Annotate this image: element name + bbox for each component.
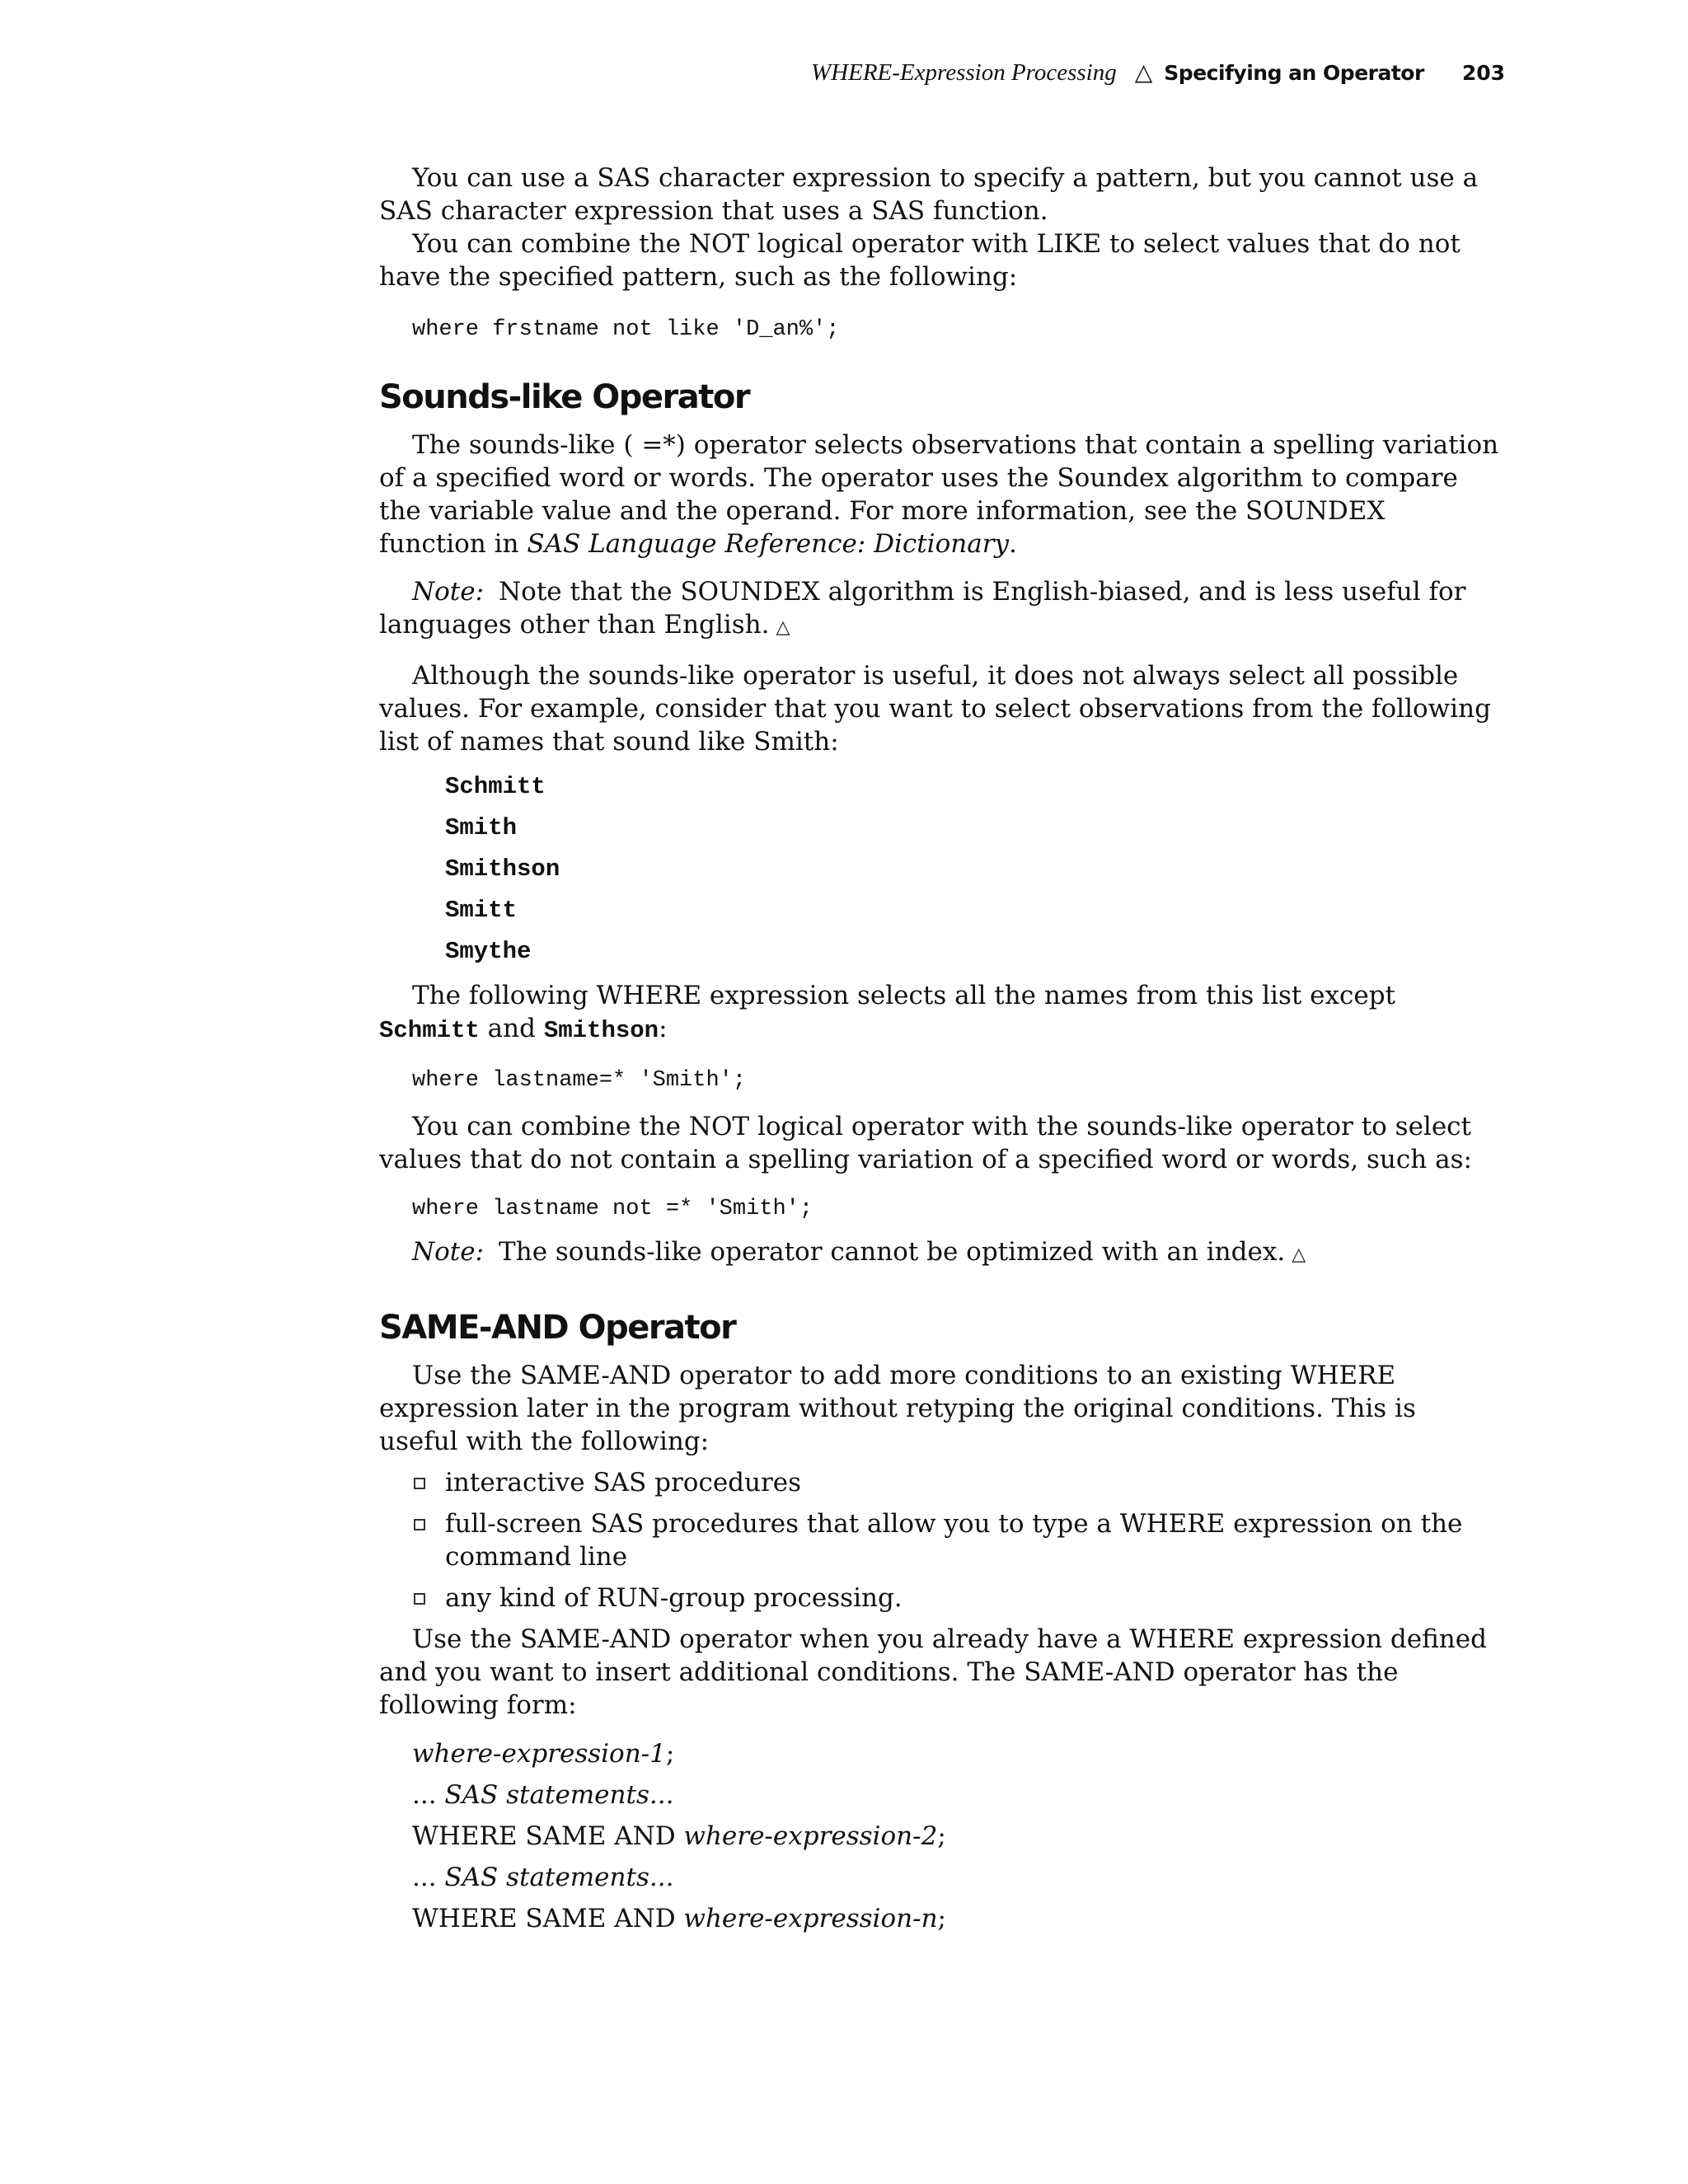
list-item-text: any kind of RUN-group processing. <box>445 1583 903 1613</box>
form-expression: where-expression-n <box>683 1904 938 1933</box>
inline-name-smithson: Smithson <box>543 1017 659 1044</box>
form-ellipsis: ... <box>412 1780 437 1810</box>
bullet-list <box>412 1466 1500 1615</box>
form-keyword: WHERE SAME AND <box>412 1821 684 1851</box>
list-item: Schmitt <box>445 773 546 800</box>
same-and-heading: SAME-AND Operator <box>379 1309 736 1347</box>
sounds-like-paragraph-4: You can combine the NOT logical operator with the sounds-like operator to select values that do not contain a spelling variation of a specified word or words, such as: <box>379 1112 1472 1174</box>
checkbox-bullet-icon <box>414 1478 425 1489</box>
list-item-text: full-screen SAS procedures that allow you to type a WHERE expression on the command line <box>445 1509 1463 1572</box>
list-item: Smythe <box>445 938 532 965</box>
form-statements: SAS statements... <box>444 1863 674 1892</box>
sounds-like-paragraph-3 <box>379 979 1500 1047</box>
note-end-triangle-icon: △ <box>1292 1244 1306 1265</box>
list-item <box>412 1507 1500 1573</box>
form-line <box>412 1733 1500 1774</box>
names-list <box>445 766 1500 972</box>
header-separator-icon: △ <box>1134 59 1153 86</box>
form-semicolon: ; <box>665 1739 675 1769</box>
not-sounds-like-code-example: where lastname not =* 'Smith'; <box>412 1197 814 1221</box>
list-item-text: interactive SAS procedures <box>445 1468 802 1497</box>
form-expression: where-expression-1 <box>412 1739 666 1769</box>
checkbox-bullet-icon <box>414 1593 425 1605</box>
form-line <box>412 1816 1500 1857</box>
sounds-like-code-example: where lastname=* 'Smith'; <box>412 1068 747 1093</box>
form-line <box>412 1774 1500 1816</box>
sounds-like-heading: Sounds-like Operator <box>379 378 750 416</box>
paragraph-text: The following WHERE expression selects all the names from this list except <box>412 981 1396 1010</box>
form-ellipsis: ... <box>412 1863 437 1892</box>
checkbox-bullet-icon <box>414 1519 425 1530</box>
form-line <box>412 1898 1500 1939</box>
same-and-paragraph-1: Use the SAME-AND operator to add more conditions to an existing WHERE expression later in the program without retyping the original conditions. This is useful with the following: <box>379 1361 1416 1456</box>
note-english-biased <box>379 575 1500 644</box>
sounds-like-paragraph-1 <box>379 429 1500 560</box>
form-keyword: WHERE SAME AND <box>412 1904 684 1933</box>
form-expression: where-expression-2 <box>683 1821 938 1851</box>
form-semicolon: ; <box>937 1821 946 1851</box>
sounds-like-paragraph-1-text: The sounds-like ( =*) operator selects observations that contain a spelling variation of a specified word or words. The operator uses the Soundex algorithm to compare the variable value and the operand. For more information, see the SOUNDEX function in <box>379 430 1499 559</box>
sounds-like-paragraph-2: Although the sounds-like operator is useful, it does not always select all possible values. For example, consider that you want to select observations from the following list of names that sound like Smith: <box>379 661 1491 757</box>
form-statements: SAS statements... <box>444 1780 674 1810</box>
sentence-end: . <box>1009 529 1017 559</box>
like-paragraph-2: You can combine the NOT logical operator with LIKE to select values that do not have the specified pattern, such as the following: <box>379 229 1461 292</box>
reference-title: SAS Language Reference: Dictionary <box>527 529 1010 559</box>
form-line <box>412 1857 1500 1898</box>
list-item: Smith <box>445 814 518 841</box>
form-semicolon: ; <box>937 1904 946 1933</box>
running-header <box>0 56 1505 90</box>
paragraph-text: : <box>659 1014 668 1043</box>
header-chapter-title: Specifying an Operator <box>1164 61 1424 85</box>
list-item: Smitt <box>445 897 518 924</box>
like-paragraph-1: You can use a SAS character expression to specify a pattern, but you cannot use a SAS character expression that uses a SAS function. <box>379 163 1479 226</box>
header-section-title: WHERE-Expression Processing <box>811 59 1117 86</box>
note-label: Note: <box>412 577 485 607</box>
same-and-form <box>412 1733 1500 1939</box>
note-end-triangle-icon: △ <box>776 617 790 638</box>
same-and-paragraph-2: Use the SAME-AND operator when you already have a WHERE expression defined and you want to insert additional conditions. The SAME-AND operator has the following form: <box>379 1624 1487 1720</box>
note-text: Note that the SOUNDEX algorithm is English-biased, and is less useful for languages other than English. <box>379 577 1466 640</box>
paragraph-text: and <box>479 1014 544 1043</box>
page-number: 203 <box>1461 61 1505 85</box>
inline-name-schmitt: Schmitt <box>379 1017 480 1044</box>
page-body <box>379 162 1500 1939</box>
list-item: Smithson <box>445 855 560 883</box>
list-item <box>412 1582 1500 1615</box>
note-index <box>379 1235 1500 1272</box>
like-code-example: where frstname not like 'D_an%'; <box>412 317 840 342</box>
note-text: The sounds-like operator cannot be optimized with an index. <box>499 1237 1286 1267</box>
note-label: Note: <box>412 1237 485 1267</box>
list-item <box>412 1466 1500 1499</box>
